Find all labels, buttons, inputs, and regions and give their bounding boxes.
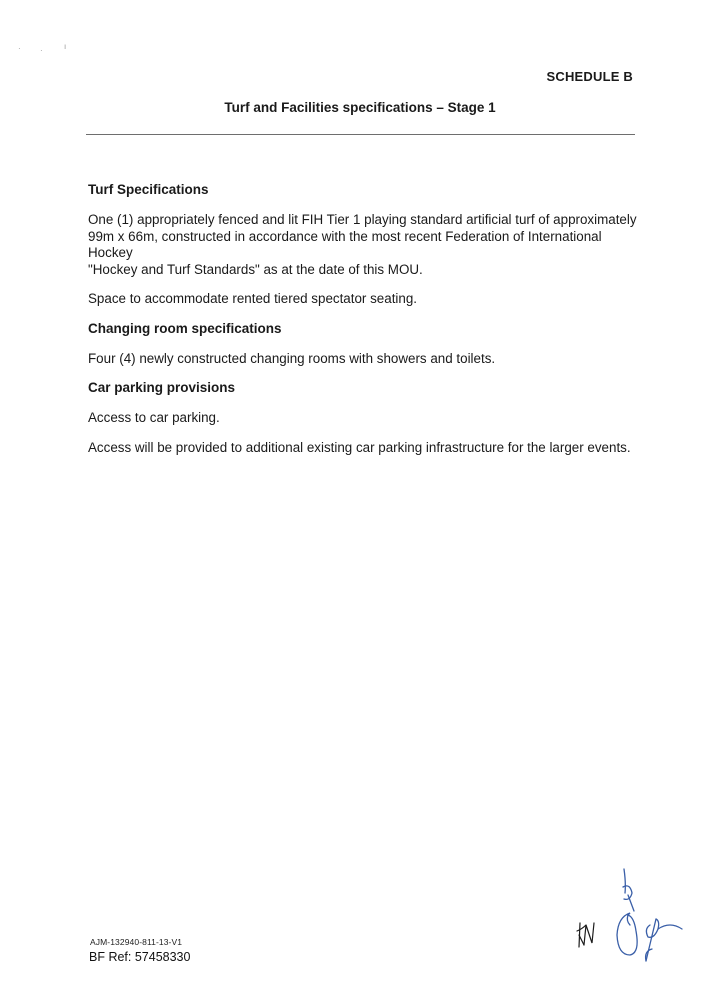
car-parking-paragraph-1: Access to car parking. (88, 410, 220, 425)
turf-specifications-paragraph (88, 212, 638, 278)
scan-speck: · (18, 44, 21, 53)
page-title: Turf and Facilities specifications – Stage 1 (224, 100, 496, 115)
title-divider (86, 134, 635, 135)
scan-speck: ı (64, 42, 67, 51)
bf-reference: BF Ref: 57458330 (89, 950, 191, 964)
scan-speck: · (40, 46, 43, 55)
document-body (88, 182, 638, 469)
signature-blue (617, 869, 682, 961)
document-reference: AJM-132940-811-13-V1 (90, 937, 183, 947)
car-parking-paragraph-2: Access will be provided to additional existing car parking infrastructure for the larger events. (88, 439, 631, 455)
schedule-label: SCHEDULE B (546, 69, 633, 84)
car-parking-heading: Car parking provisions (88, 380, 236, 395)
changing-room-paragraph: Four (4) newly constructed changing rooms with showers and toilets. (88, 350, 496, 366)
turf-para-line-3: "Hockey and Turf Standards" as at the date of this MOU. (88, 261, 423, 277)
signature-initials-black (577, 923, 594, 947)
turf-para-line-1: One (1) appropriately fenced and lit FIH Tier 1 playing standard artificial turf of approximately (88, 212, 637, 227)
turf-para-line-2: 99m x 66m, constructed in accordance with the most recent Federation of International Hockey (88, 228, 602, 260)
turf-specifications-heading: Turf Specifications (88, 182, 209, 197)
changing-room-heading: Changing room specifications (88, 320, 282, 336)
spectator-seating-paragraph: Space to accommodate rented tiered spectator seating. (88, 291, 418, 306)
initials-signatures (570, 865, 690, 965)
